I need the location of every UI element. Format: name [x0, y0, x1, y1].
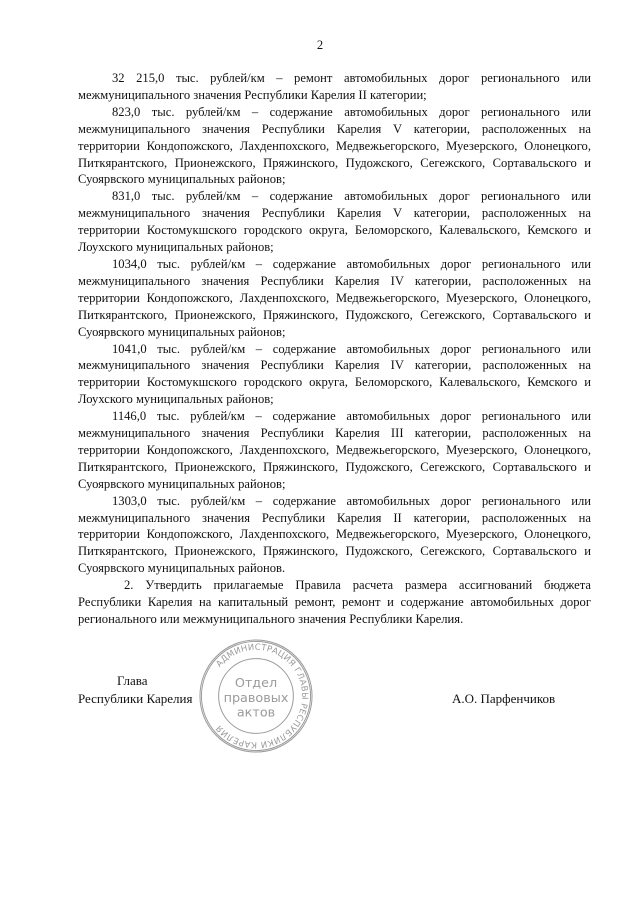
signature-name: А.О. Парфенчиков — [452, 691, 556, 706]
legal-department-stamp — [197, 637, 315, 755]
paragraph-approve-rules: 2. Утвердить прилагаемые Правила расчета размера ассигнований бюджета Республики Карелия на капитальный ремонт, ремонт и содержание автомобильных дорог регионального или межмуниципального значения Республики Карелия. — [78, 578, 591, 626]
paragraph-repair-cat2: 32 215,0 тыс. рублей/км – ремонт автомобильных дорог регионального или межмуниципального значения Республики Карелия II категории; — [78, 71, 591, 102]
signature-title: Глава — [117, 673, 148, 688]
document-body — [78, 70, 591, 628]
stamp-line-1: Отдел — [234, 676, 278, 692]
paragraph-maintenance-cat5-north: 831,0 тыс. рублей/км – содержание автомобильных дорог регионального или межмуниципального значения Республики Карелия V категории, расположенных на территории Костомукшского городского округа, Беломорского, Калевальского, Кемского и Лоухского муниципальных районов; — [78, 189, 591, 255]
paragraph-maintenance-cat4-north: 1041,0 тыс. рублей/км – содержание автомобильных дорог регионального или межмуниципального значения Республики Карелия IV категории, расположенных на территории Костомукшского городского округа, Беломорского, Калевальского, Кемского и Лоухского муниципальных районов; — [78, 341, 591, 407]
paragraph-maintenance-cat5-south: 823,0 тыс. рублей/км – содержание автомобильных дорог регионального или межмуниципального значения Республики Карелия V категории, расположенных на территории Кондопожского, Лахденпохского, Медвежьегорского, Муезерского, Олонецкого, Питкярантского, Прионежского, Пряжинского, Пудожского, Сегежского, Сортавальского и Суоярвского муниципальных районов; — [78, 104, 591, 187]
paragraph-maintenance-cat2: 1303,0 тыс. рублей/км – содержание автомобильных дорог регионального или межмуниципального значения Республики Карелия II категории, расположенных на территории Кондопожского, Лахденпохского, Медвежьегорского, Муезерского, Олонецкого, Питкярантского, Прионежского, Пряжинского, Пудожского, Сегежского, Сортавальского и Суоярвского муниципальных районов. — [78, 493, 591, 576]
stamp-line-2: правовых — [223, 690, 289, 706]
paragraph-maintenance-cat4-south: 1034,0 тыс. рублей/км – содержание автомобильных дорог регионального или межмуниципального значения Республики Карелия IV категории, расположенных на территории Кондопожского, Лахденпохского, Медвежьегорского, Муезерского, Олонецкого, Питкярантского, Прионежского, Пряжинского, Пудожского, Сегежского, Сортавальского и Суоярвского муниципальных районов; — [78, 256, 591, 339]
stamp-line-3: актов — [236, 705, 276, 721]
paragraph-maintenance-cat3: 1146,0 тыс. рублей/км – содержание автомобильных дорог регионального или межмуниципального значения Республики Карелия III категории, расположенных на территории Кондопожского, Лахденпохского, Медвежьегорского, Муезерского, Олонецкого, Питкярантского, Прионежского, Пряжинского, Пудожского, Сегежского, Сортавальского и Суоярвского муниципальных районов; — [78, 409, 591, 491]
signature-organization: Республики Карелия — [78, 691, 193, 706]
page-number: 2 — [316, 38, 324, 52]
stamp-ring-text: АДМИНИСТРАЦИЯ ГЛАВЫ РЕСПУБЛИКИ КАРЕЛИЯ — [213, 641, 311, 751]
